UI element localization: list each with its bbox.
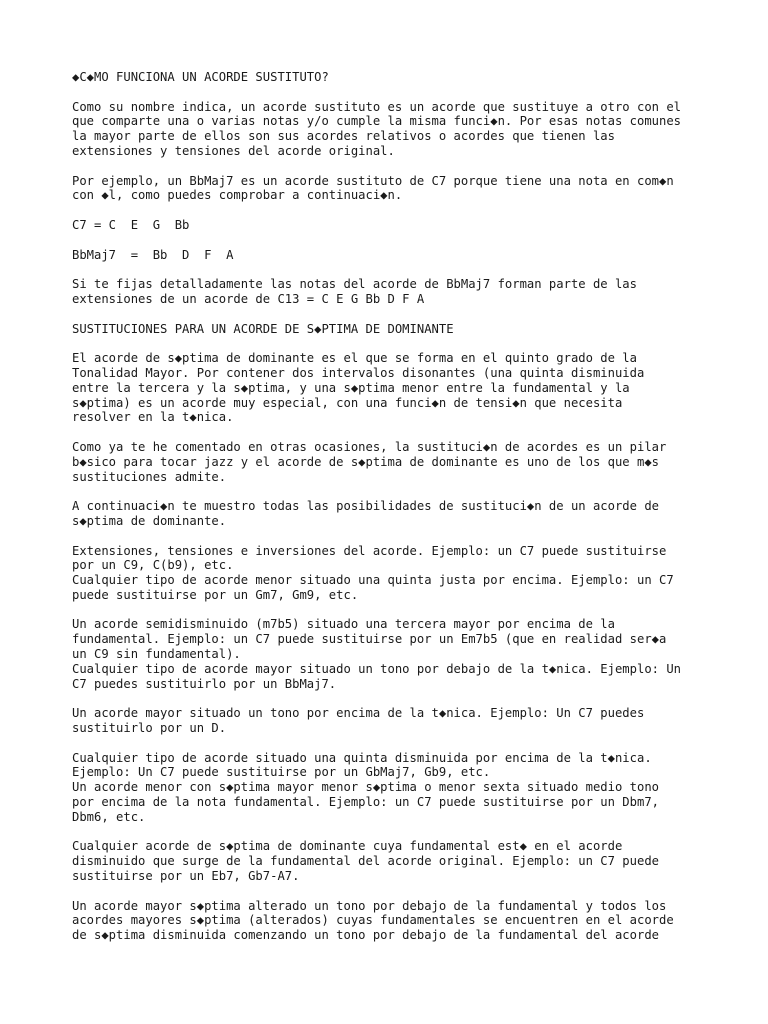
chord-notes-bbmaj7: BbMaj7 = Bb D F A xyxy=(72,247,234,262)
list-item: Cualquier acorde de s◆ptima de dominante cuya fundamental est◆ en el acorde disminuido que surge de la fundamental del acorde original. Ejemplo: un C7 puede sustituirse por un Eb7, Gb7-A7. xyxy=(72,839,659,884)
list-item: Cualquier tipo de acorde situado una quinta disminuida por encima de la t◆nica. Ejemplo: Un C7 puede sustituirse por un GbMaj7, Gb9, etc. Un acorde menor con s◆ptima mayor menor s◆ptima o menor sexta situado medio tono por encima de la nota fundamental. Ejemplo: un C7 puede sustituirse por un Dbm7, Dbm6, etc. xyxy=(72,750,659,824)
list-item: Un acorde semidisminuido (m7b5) situado una tercera mayor por encima de la fundamental. Ejemplo: un C7 puede sustituirse por un Em7b5 (que en realidad ser◆a un C9 sin fundamental). Cualquier tipo de acorde mayor situado un tono por debajo de la t◆nica. Ejemplo: Un C7 puedes sustituirlo por un BbMaj7. xyxy=(72,617,682,691)
paragraph: Como su nombre indica, un acorde sustituto es un acorde que sustituye a otro con el que comparte una o varias notas y/o cumple la misma funci◆n. Por esas notas comunes la mayor parte de ellos son sus acordes relativos o acordes que tienen las extensiones y tensiones del acorde original. xyxy=(72,99,682,158)
paragraph: Por ejemplo, un BbMaj7 es un acorde sustituto de C7 porque tiene una nota en com◆n con ◆l, como puedes comprobar a continuaci◆n. xyxy=(72,173,674,203)
list-item: Un acorde mayor s◆ptima alterado un tono por debajo de la fundamental y todos los acordes mayores s◆ptima (alterados) cuyas fundamentales se encuentren en el acorde de s◆ptima disminuida comenzando un tono por debajo de la fundamental del acorde xyxy=(72,898,674,943)
page-title: ◆C◆MO FUNCIONA UN ACORDE SUSTITUTO? xyxy=(72,70,329,84)
section-heading: SUSTITUCIONES PARA UN ACORDE DE S◆PTIMA DE DOMINANTE xyxy=(72,321,454,336)
document-text xyxy=(72,70,712,943)
list-item: Un acorde mayor situado un tono por encima de la t◆nica. Ejemplo: Un C7 puedes sustituirlo por un D. xyxy=(72,706,645,736)
paragraph: El acorde de s◆ptima de dominante es el que se forma en el quinto grado de la Tonalidad Mayor. Por contener dos intervalos disonantes (una quinta disminuida entre la tercera y la s◆ptima, y una s◆ptima menor entre la fundamental y la s◆ptima) es un acorde muy especial, con una funci◆n de tensi◆n que necesita resolver en la t◆nica. xyxy=(72,351,645,425)
paragraph: Si te fijas detalladamente las notas del acorde de BbMaj7 forman parte de las extensiones de un acorde de C13 = C E G Bb D F A xyxy=(72,277,637,306)
paragraph: A continuaci◆n te muestro todas las posibilidades de sustituci◆n de un acorde de s◆ptima de dominante. xyxy=(72,499,659,528)
paragraph: Como ya te he comentado en otras ocasiones, la sustituci◆n de acordes es un pilar b◆sico para tocar jazz y el acorde de s◆ptima de dominante es uno de los que m◆s sustituciones admite. xyxy=(72,439,667,484)
list-item: Extensiones, tensiones e inversiones del acorde. Ejemplo: un C7 puede sustituirse por un C9, C(b9), etc. Cualquier tipo de acorde menor situado una quinta justa por encima. Ejemplo: un C7 puede sustituirse por un Gm7, Gm9, etc. xyxy=(72,543,674,602)
chord-notes-c7: C7 = C E G Bb xyxy=(72,217,190,232)
